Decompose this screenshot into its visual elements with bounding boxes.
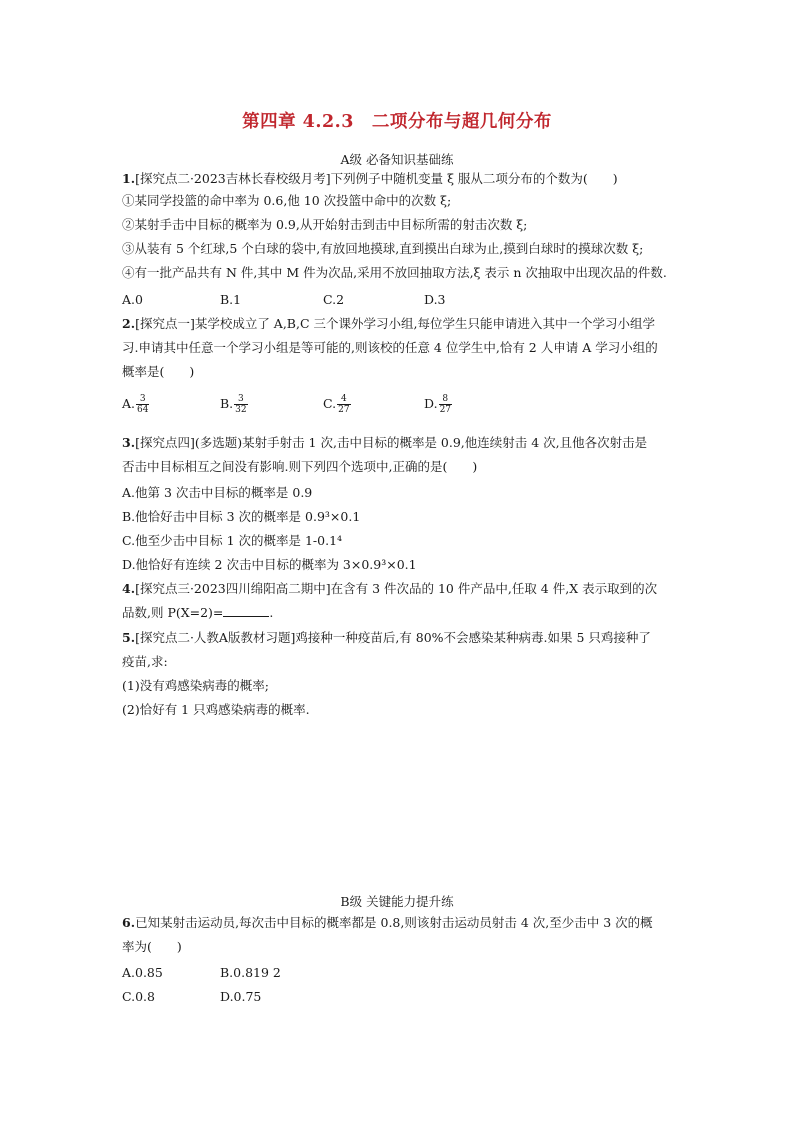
q2-option-c-label: C. <box>323 396 337 411</box>
fraction-denominator: 32 <box>235 405 247 415</box>
q5-sub-1: (1)没有鸡感染病毒的概率; <box>122 678 269 693</box>
q1-item-3: ③从装有 5 个红球,5 个白球的袋中,有放回地摸球,直到摸出白球为止,摸到白球时的摸球次数 ξ; <box>122 241 644 256</box>
q3-option-a: A.他第 3 次击中目标的概率是 0.9 <box>122 485 313 500</box>
q2-option-b-fraction <box>234 394 247 415</box>
q3-number: 3. <box>122 435 136 450</box>
q6-line-1-text: 已知某射击运动员,每次击中目标的概率都是 0.8,则该射击运动员射击 4 次,至少击中 3 次的概 <box>135 915 653 930</box>
q2-option-b <box>220 394 248 415</box>
fraction-numerator: 4 <box>337 394 350 405</box>
q5-number: 5. <box>122 630 136 645</box>
q6-line-1 <box>122 915 653 931</box>
q5-line-2: 疫苗,求: <box>122 654 168 669</box>
page-title: 第四章 4.2.3 二项分布与超几何分布 <box>242 112 552 132</box>
q2-line-3: 概率是( ) <box>122 364 195 379</box>
q2-option-d-label: D. <box>424 396 438 411</box>
q2-option-c <box>323 394 351 415</box>
section-b-heading: B级 关键能力提升练 <box>340 894 454 909</box>
q2-line-2: 习.申请其中任意一个学习小组是等可能的,则该校的任意 4 位学生中,恰有 2 人申请 A 学习小组的 <box>122 340 658 355</box>
q2-number: 2. <box>122 316 136 331</box>
q1-item-1: ①某同学投篮的命中率为 0.6,他 10 次投篮中命中的次数 ξ; <box>122 193 452 208</box>
answer-blank[interactable] <box>223 605 269 617</box>
q6-number: 6. <box>122 915 136 930</box>
fraction-numerator: 3 <box>234 394 247 405</box>
q3-option-b: B.他恰好击中目标 3 次的概率是 0.9³×0.1 <box>122 509 361 524</box>
q4-number: 4. <box>122 581 136 596</box>
q3-line-1 <box>122 435 647 451</box>
q3-option-d: D.他恰好有连续 2 次击中目标的概率为 3×0.9³×0.1 <box>122 557 417 572</box>
q5-sub-2: (2)恰好有 1 只鸡感染病毒的概率. <box>122 702 310 717</box>
q4-line-1 <box>122 581 657 597</box>
q2-option-d-fraction <box>439 394 452 415</box>
q6-option-b: B.0.819 2 <box>220 965 281 980</box>
q1-stem <box>122 171 618 187</box>
q2-option-c-fraction <box>337 394 350 415</box>
q5-line-1 <box>122 630 651 646</box>
q3-line-2: 否击中目标相互之间没有影响.则下列四个选项中,正确的是( ) <box>122 459 478 474</box>
q2-option-a-label: A. <box>122 396 136 411</box>
fraction-denominator: 64 <box>137 405 149 415</box>
q4-line-1-text: [探究点三·2023四川绵阳高二期中]在含有 3 件次品的 10 件产品中,任取 4 件,X 表示取到的次 <box>135 581 658 596</box>
q1-number: 1. <box>122 171 136 186</box>
q5-line-1-text: [探究点二·人教A版教材习题]鸡接种一种疫苗后,有 80%不会感染某种病毒.如果 5 只鸡接种了 <box>135 630 651 645</box>
fraction-denominator: 27 <box>439 405 452 415</box>
q1-item-4: ④有一批产品共有 N 件,其中 M 件为次品,采用不放回抽取方法,ξ 表示 n 次抽取中出现次品的件数. <box>122 265 667 280</box>
q2-line-1-text: [探究点一]某学校成立了 A,B,C 三个课外学习小组,每位学生只能申请进入其中一个学习小组学 <box>135 316 655 331</box>
q6-option-d: D.0.75 <box>220 989 262 1004</box>
q1-option-d: D.3 <box>424 292 446 307</box>
q1-option-b: B.1 <box>220 292 242 307</box>
q6-line-2: 率为( ) <box>122 939 182 954</box>
q2-option-b-label: B. <box>220 396 234 411</box>
q1-stem-text: [探究点二·2023吉林长春校级月考]下列例子中随机变量 ξ 服从二项分布的个数为( ) <box>135 171 618 186</box>
q3-line-1-text: [探究点四](多选题)某射手射击 1 次,击中目标的概率是 0.9,他连续射击 4 次,且他各次射击是 <box>135 435 648 450</box>
q1-option-a: A.0 <box>122 292 143 307</box>
q4-line-2 <box>122 605 273 621</box>
q2-option-d <box>424 394 452 415</box>
q1-option-c: C.2 <box>323 292 345 307</box>
q2-option-a <box>122 394 149 415</box>
q4-line-2-text: 品数,则 P(X=2)= <box>122 605 224 620</box>
q2-option-a-fraction <box>136 394 149 415</box>
q2-line-1 <box>122 316 655 332</box>
fraction-numerator: 8 <box>439 394 452 405</box>
q1-item-2: ②某射手击中目标的概率为 0.9,从开始射击到击中目标所需的射击次数 ξ; <box>122 217 528 232</box>
fraction-denominator: 27 <box>338 405 350 415</box>
q3-option-c: C.他至少击中目标 1 次的概率是 1-0.1⁴ <box>122 533 343 548</box>
section-a-heading: A级 必备知识基础练 <box>340 152 454 167</box>
q6-option-a: A.0.85 <box>122 965 163 980</box>
q4-line-2-end: . <box>269 605 274 620</box>
fraction-numerator: 3 <box>136 394 149 405</box>
q6-option-c: C.0.8 <box>122 989 155 1004</box>
